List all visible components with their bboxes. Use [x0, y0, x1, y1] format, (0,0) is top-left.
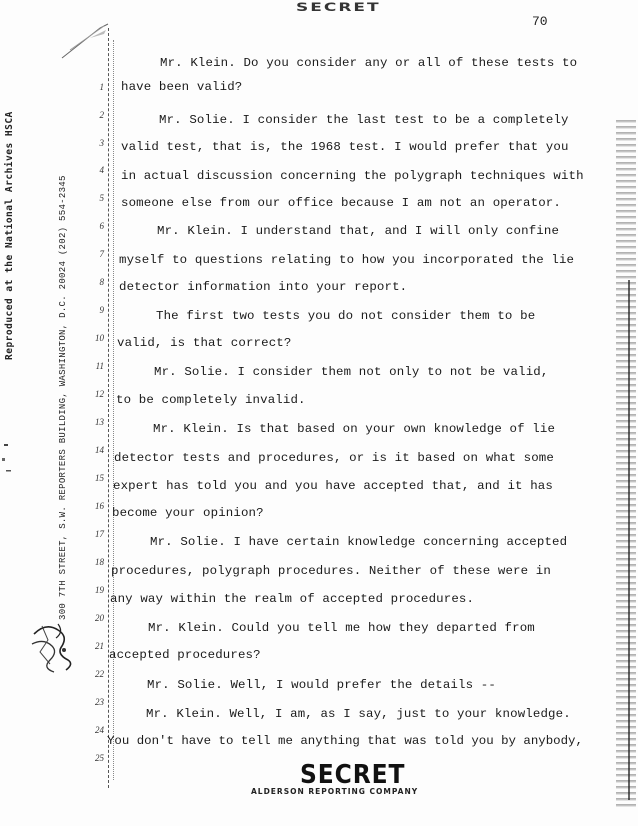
line-number: 22: [95, 669, 104, 679]
transcript-line: detector information into your report.: [119, 280, 408, 294]
line-number: 3: [99, 138, 104, 148]
line-number: 15: [95, 473, 104, 483]
transcript-line: become your opinion?: [112, 506, 264, 520]
transcript-line: expert has told you and you have accepted that, and it has: [113, 479, 553, 493]
transcript-line: Mr. Klein. Do you consider any or all of these tests to: [160, 56, 578, 70]
line-number: 13: [95, 417, 104, 427]
transcript-line: Mr. Klein. Is that based on your own knowledge of lie: [153, 422, 556, 436]
transcript-line: accepted procedures?: [109, 648, 261, 662]
line-number: 18: [95, 557, 104, 567]
line-number: 1: [99, 82, 104, 92]
archive-watermark: Reproduced at the National Archives HSCA: [4, 111, 15, 360]
line-number: 5: [99, 193, 104, 203]
header-secret-stamp: SECRET: [296, 1, 381, 14]
margin-rule-secondary: [113, 40, 115, 780]
transcript-line: Mr. Solie. I consider the last test to be a completely: [159, 113, 569, 127]
transcript-line: Mr. Solie. Well, I would prefer the details --: [147, 678, 496, 692]
transcript-line: myself to questions relating to how you incorporated the lie: [119, 253, 575, 267]
line-number: 12: [95, 389, 104, 399]
footer-reporting-company: ALDERSON REPORTING COMPANY: [251, 787, 419, 796]
transcript-line: Mr. Klein. Well, I am, as I say, just to your knowledge.: [146, 707, 571, 721]
line-number: 24: [95, 725, 104, 735]
transcript-line: Mr. Solie. I have certain knowledge concerning accepted: [150, 535, 568, 549]
line-number: 11: [95, 361, 104, 371]
line-number: 14: [95, 445, 104, 455]
transcript-line: procedures, polygraph procedures. Neither of these were in: [111, 564, 551, 578]
line-number: 8: [99, 277, 104, 287]
transcript-line: The first two tests you do not consider them to be: [156, 309, 536, 323]
scan-right-edge: [616, 120, 636, 810]
line-number: 16: [95, 501, 104, 511]
transcript-line: Mr. Klein. I understand that, and I will only confine: [157, 224, 560, 238]
transcript-line: detector tests and procedures, or is it based on what some: [114, 451, 554, 465]
transcript-line: valid, is that correct?: [117, 336, 292, 350]
transcript-line: Mr. Solie. I consider them not only to not be valid,: [154, 365, 549, 379]
transcript-line: Mr. Klein. Could you tell me how they departed from: [148, 621, 535, 635]
line-number: 19: [95, 585, 104, 595]
line-number: 6: [99, 221, 104, 231]
line-number: 10: [95, 333, 104, 343]
scan-noise-icon: [0, 440, 20, 480]
reporter-address-margin: 300 7TH STREET, S.W. REPORTERS BUILDING, WASHINGTON, D.C. 20024 (202) 554-2345: [58, 175, 68, 620]
transcript-line: to be completely invalid.: [116, 393, 306, 407]
transcript-line: any way within the realm of accepted procedures.: [110, 592, 475, 606]
scan-right-border: [628, 280, 630, 800]
line-number: 7: [99, 249, 104, 259]
transcript-line: have been valid?: [121, 80, 243, 94]
line-number: 17: [95, 529, 104, 539]
transcript-line: You don't have to tell me anything that was told you by anybody,: [107, 734, 583, 748]
line-number: 23: [95, 697, 104, 707]
page-number: 70: [532, 14, 548, 29]
line-number: 20: [95, 613, 104, 623]
line-number: 9: [99, 305, 104, 315]
margin-rule: [108, 28, 110, 788]
scan-artifact-icon: [60, 20, 110, 60]
line-number: 4: [99, 165, 104, 175]
line-number: 25: [95, 753, 104, 763]
transcript-line: someone else from our office because I am not an operator.: [121, 196, 561, 210]
footer-secret-stamp: SECRET: [300, 760, 406, 790]
handwritten-mark-icon: [28, 620, 80, 676]
transcript-line: in actual discussion concerning the polygraph techniques with: [121, 169, 584, 183]
line-number: 21: [95, 641, 104, 651]
transcript-line: valid test, that is, the 1968 test. I would prefer that you: [121, 140, 569, 154]
line-number: 2: [99, 110, 104, 120]
